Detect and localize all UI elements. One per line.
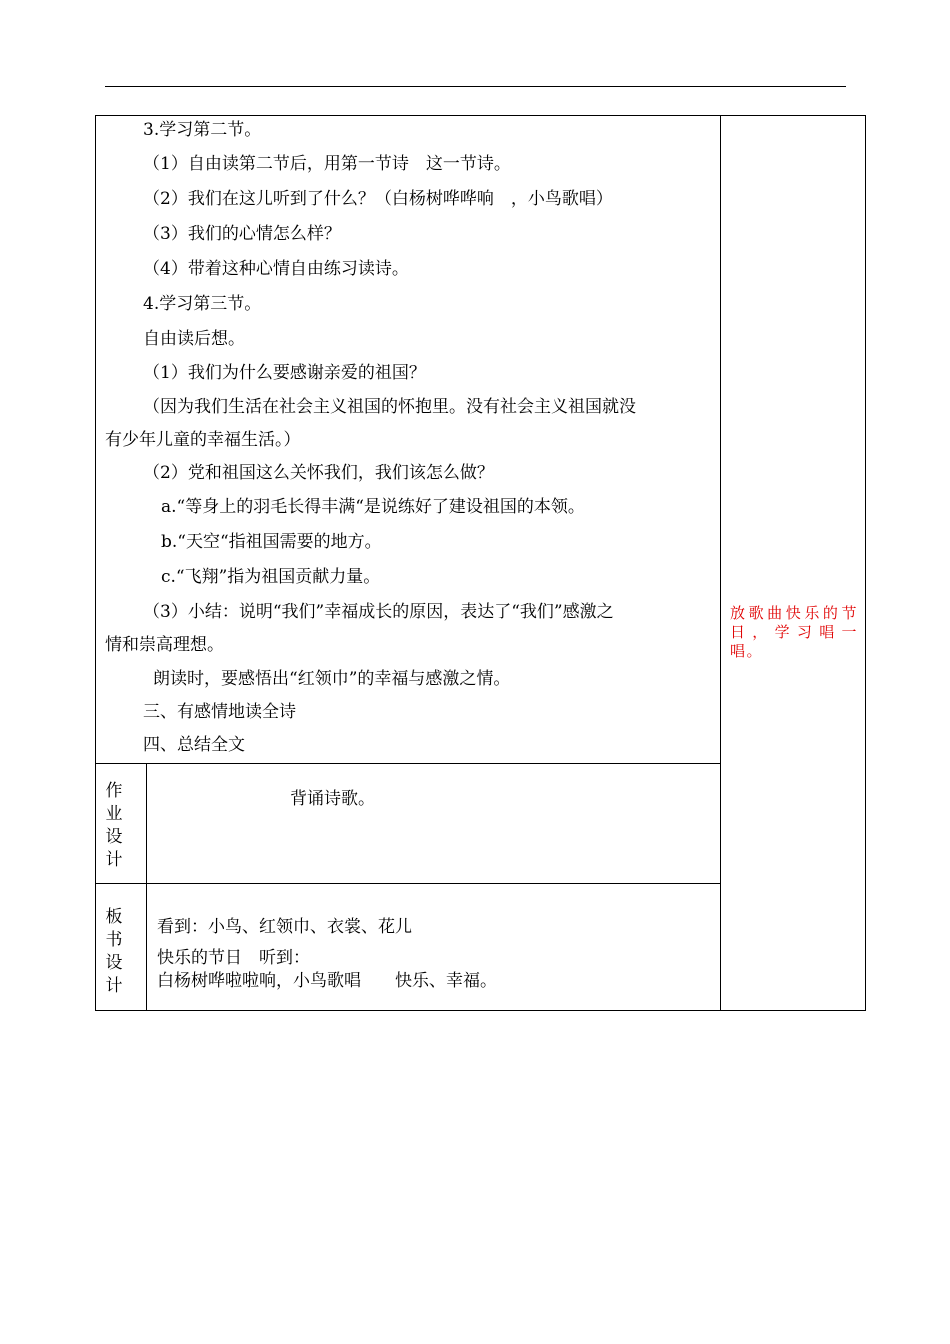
board-label-char: 板: [105, 907, 123, 927]
step-line: （1）我们为什么要感谢亲爱的祖国？: [143, 363, 426, 383]
step-line: 四、总结全文: [143, 735, 245, 755]
step-line: 3.学习第二节。: [143, 120, 262, 140]
homework-content: 背诵诗歌。: [290, 789, 375, 809]
step-line: 情和崇高理想。: [105, 635, 224, 655]
step-line: （因为我们生活在社会主义祖国的怀抱里。没有社会主义祖国就没: [143, 397, 636, 417]
step-line: 三、有感情地读全诗: [143, 702, 296, 722]
table-border-top: [95, 115, 866, 116]
board-line: 白杨树哗啦啦响，小鸟歌唱 快乐、幸福。: [157, 971, 497, 991]
row-divider-board: [95, 883, 721, 884]
step-line: 自由读后想。: [143, 329, 245, 349]
table-border-bottom: [95, 1010, 866, 1011]
step-line: （3）小结：说明“我们”幸福成长的原因，表达了“我们”感激之: [143, 602, 614, 622]
board-label-char: 计: [105, 976, 123, 996]
homework-label-char: 设: [105, 827, 123, 847]
board-label-char: 设: [105, 953, 123, 973]
step-line: （1）自由读第二节后，用第一节诗 这一节诗。: [143, 154, 511, 174]
step-line: b.“天空“指祖国需要的地方。: [161, 532, 382, 552]
notes-column-divider: [720, 115, 721, 1011]
lesson-table: [95, 115, 866, 1011]
step-line: 4.学习第三节。: [143, 294, 262, 314]
row-divider-homework: [95, 763, 721, 764]
step-line: （2）党和祖国这么关怀我们，我们该怎么做？: [143, 463, 494, 483]
board-label-char: 书: [105, 930, 123, 950]
header-rule: [105, 86, 846, 87]
table-border-right: [865, 115, 866, 1011]
label-column-divider: [146, 763, 147, 1011]
step-line: （4）带着这种心情自由练习读诗。: [143, 259, 409, 279]
board-line: 看到：小鸟、红领巾、衣裳、花儿: [157, 917, 412, 937]
table-border-left: [95, 115, 96, 1011]
homework-label-char: 作: [105, 781, 123, 801]
step-line: 朗读时，要感悟出“红领巾”的幸福与感激之情。: [153, 669, 511, 689]
step-line: （2）我们在这儿听到了什么？（白杨树哗哗响 ，小鸟歌唱）: [143, 189, 613, 209]
step-line: a.“等身上的羽毛长得丰满“是说练好了建设祖国的本领。: [161, 497, 585, 517]
side-note: 放歌曲快乐的节日，学习唱一唱。: [730, 604, 858, 660]
step-line: （3）我们的心情怎么样？: [143, 224, 341, 244]
homework-label-char: 业: [105, 804, 123, 824]
step-line: c.“飞翔”指为祖国贡献力量。: [161, 567, 381, 587]
step-line: 有少年儿童的幸福生活。）: [105, 430, 301, 450]
board-line: 快乐的节日 听到：: [157, 948, 310, 968]
homework-label-char: 计: [105, 850, 123, 870]
